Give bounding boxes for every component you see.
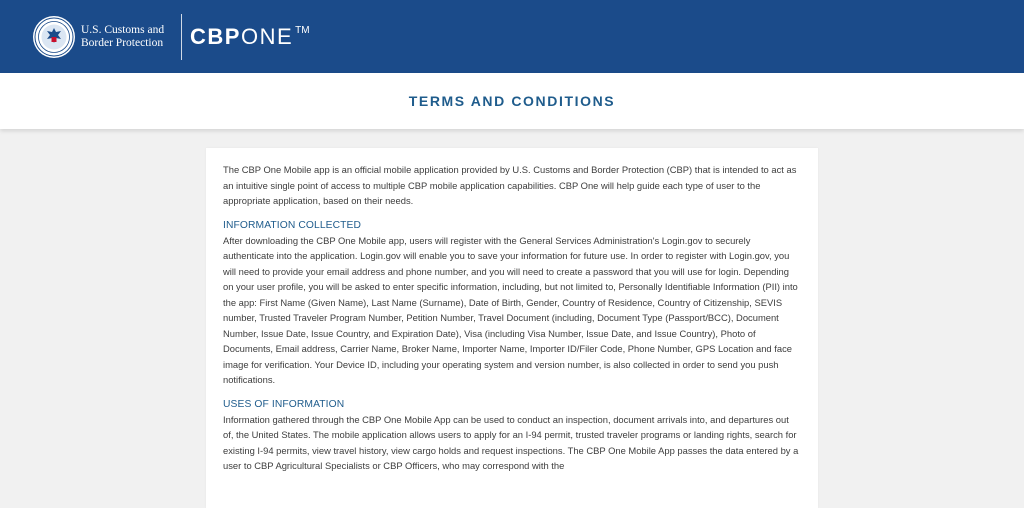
header-divider bbox=[181, 14, 182, 60]
section-body-uses-of-information: Information gathered through the CBP One Mobile App can be used to conduct an inspection, document arrivals into, and departures out of, the United States. The mobile application allows users to apply for an I-94 permit, trusted traveler programs or landing rights, search for existing I-94 permits, view travel history, view cargo holds and request inspections. The CBP One Mobile App passes the data entered by a user to CBP Agricultural Specialists or CBP Officers, who may correspond with the bbox=[223, 413, 799, 471]
agency-line-2: Border Protection bbox=[81, 36, 164, 49]
section-heading-information-collected: INFORMATION COLLECTED bbox=[223, 219, 362, 231]
trademark: TM bbox=[295, 24, 310, 36]
brand-light: ONE bbox=[240, 23, 294, 49]
page-title: TERMS AND CONDITIONS bbox=[408, 93, 616, 109]
title-bar bbox=[0, 73, 1024, 129]
brand-bold: CBP bbox=[190, 23, 241, 49]
section-body-information-collected: After downloading the CBP One Mobile app, users will register with the General Services Administration's Login.gov to securely authenticate into the application. Login.gov will enable you to save your information for future use. In order to register with Login.gov, you will need to provide your email address and phone number, and you will need to create a password that you will use for login. Depending on your user profile, you will be asked to enter specific information, including, but not limited to, Personally Identifiable Information (PII) into the app: First Name (Given Name), Last Name (Surname), Date of Birth, Gender, Country of Residence, Country of Citizenship, SEVIS number, Trusted Traveler Program Number, Petition Number, Travel Document (including, Document Type (Passport/BCC), Document Number, Issue Date, Issue Country, and Expiration Date), Visa (including Visa Number, Issue Date, and Issue Country), Photo of Documents, Email address, Carrier Name, Broker Name, Importer Name, Importer ID/Filer Code, Phone Number, GPS Location and face image for verification. Your Device ID, including your operating system and version number, is also collected in order to send you push notifications. bbox=[223, 234, 798, 385]
agency-name bbox=[81, 24, 173, 50]
terms-card bbox=[206, 148, 818, 508]
intro-paragraph: The CBP One Mobile app is an official mobile application provided by U.S. Customs and Border Protection (CBP) that is intended to act as an intuitive single point of access to multiple CBP mobile application capabilities. CBP One will help guide each type of user to the appropriate application, based on their needs. bbox=[223, 164, 797, 206]
cbp-one-logo bbox=[190, 24, 310, 50]
app-header bbox=[0, 0, 1024, 73]
cbp-seal-icon bbox=[33, 16, 75, 58]
agency-line-1: U.S. Customs and bbox=[81, 23, 165, 36]
section-heading-uses-of-information: USES OF INFORMATION bbox=[223, 398, 345, 410]
